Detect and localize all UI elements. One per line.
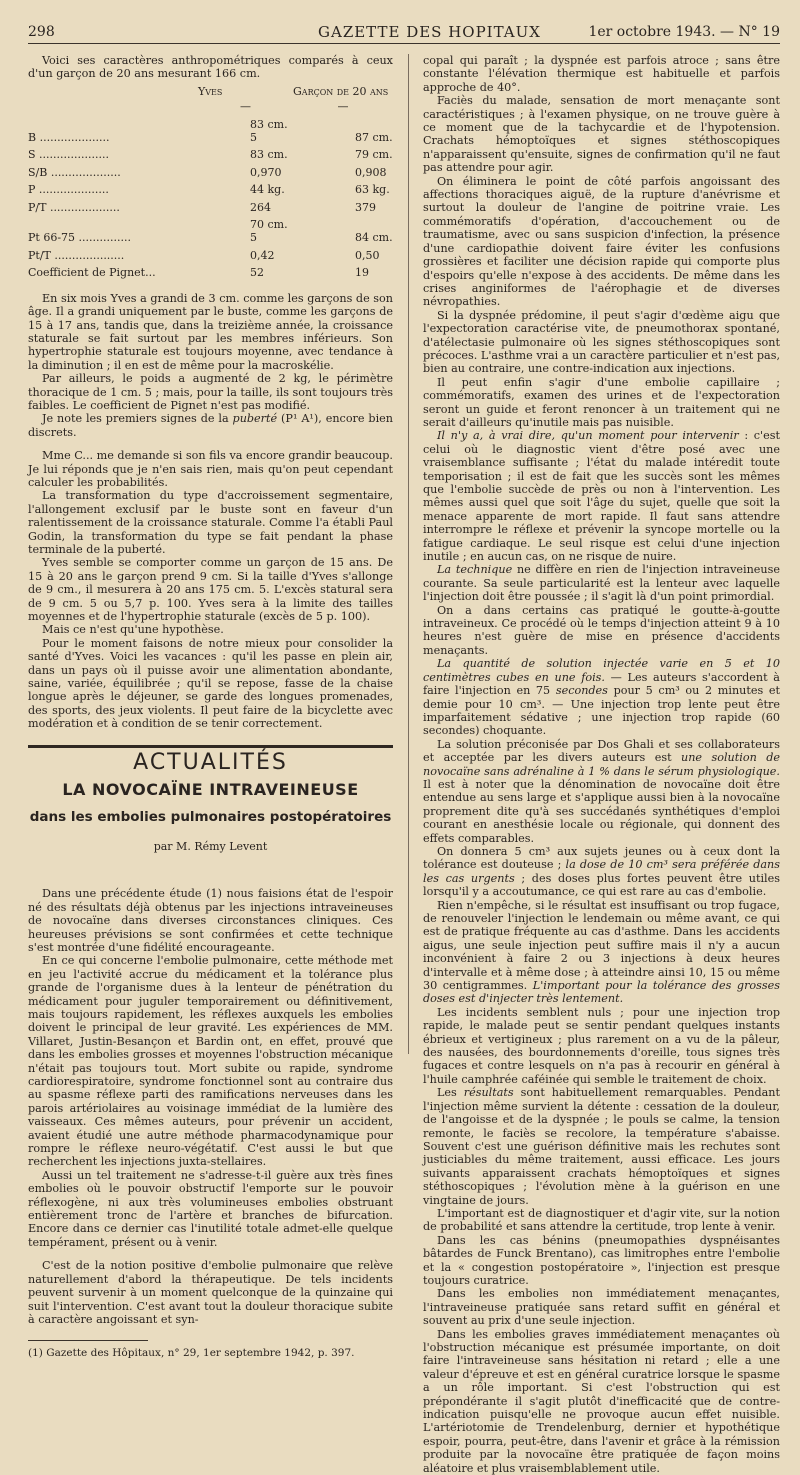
table-row: S/B .................... 0,970 0,908 [28, 165, 387, 179]
journal-page [28, 18, 781, 1475]
issue-date: 1er octobre 1943. — N° 19 [588, 24, 780, 40]
anthropometric-table [28, 85, 393, 282]
table-header-yves: Yves [198, 84, 223, 98]
paragraph: Dans les embolies graves immédiatement menaçantes où l'obstruction mécanique est présumée importante, on doit faire l'intraveineuse sans hésitation ni retard ; elle a une valeur d'épreuve et est en général curatrice lorsque le spasme a un rôle important. Si c'est l'obstruction qui est prépondérante il s'agit plutôt d'inefficacité que de contre-indication puisqu'elle ne provoque aucun effet nuisible. L'artériotomie de Trendelenburg, dernier et hypothétique espoir, pourra, peut-être, dans l'avenir et grâce à la rémission produite par la novocaïne être pratiquée de façon moins aléatoire et plus vraisemblablement utile. [423, 1327, 780, 1475]
header-rule: — [240, 100, 251, 114]
page-number: 298 [28, 24, 55, 40]
paragraph: Il peut enfin s'agir d'une embolie capillaire ; commémoratifs, examen des urines et de l'expectoration seront un guide et feront renoncer à un traitement qui ne serait d'ailleurs qu'inutile mais pas nuisible. [423, 375, 780, 429]
paragraph: On donnera 5 cm³ aux sujets jeunes ou à ceux dont la tolérance est douteuse ; la dose de 10 cm³ sera préférée dans les cas urgents ; des doses plus fortes peuvent être utiles lorsqu'il y a accoutumance, ce qui est rare au cas d'embolie. [423, 844, 780, 899]
table-row: B .................... 83 cm. 5 87 cm. [28, 117, 393, 145]
column-divider [408, 54, 409, 1054]
page-header [28, 18, 780, 44]
section-title: ACTUALITÉS [133, 749, 288, 775]
paragraph: En six mois Yves a grandi de 3 cm. comme les garçons de son âge. Il a grandi uniquement par le buste, comme les garçons de 15 à 17 ans, tandis que, dans la treizième année, la croissance staturale se fait surtout par les membres inférieurs. Son hypertrophie staturale est toujours moyenne, avec tendance à la diminution ; il en est de même pour la macroskélie. [28, 291, 393, 372]
paragraph: Dans une précédente étude (1) nous faisions état de l'espoir né des résultats déjà obtenus par les injections intraveineuses de novocaïne dans diverses circonstances cliniques. Ces heureuses prévisions se sont confirmées et cette technique s'est montrée d'une fidélité encourageante. [28, 887, 393, 954]
article-title: LA NOVOCAÏNE INTRAVEINEUSE [62, 780, 359, 800]
article-subtitle: dans les embolies pulmonaires postopératoires [29, 808, 392, 825]
footnote-rule [28, 1340, 148, 1341]
table-row: Pt/T .................... 0,42 0,50 [28, 248, 380, 262]
paragraph: Yves semble se comporter comme un garçon de 15 ans. De 15 à 20 ans le garçon prend 9 cm. Si la taille d'Yves s'allonge de 9 cm., il mesurera à 20 ans 175 cm. 5. L'excès statural sera de 9 cm. 5 ou 5,7 p. 100. Yves sera à la limite des tailles moyennes et de l'hypertrophie staturale (excès de 5 p. 100). [28, 556, 393, 624]
paragraph: Les incidents semblent nuls ; pour une injection trop rapide, le malade peut se sentir pendant quelques instants ébrieux et vertigineux ; plus rarement on a vu de la pâleur, des nausées, des bourdonnements d'oreille, tous signes très fugaces et contre lesquels on n'a pas à recourir en général à l'huile camphrée caféinée qui semble le traitement de choix. [423, 1005, 780, 1086]
paragraph: Si la dyspnée prédomine, il peut s'agir d'œdème aigu que l'expectoration caractérise vite, de pneumothorax spontané, d'atélectasie pulmonaire où les signes stéthoscopiques sont précoces. L'asthme vrai a un caractère particulier et n'est pas, bien au contraire, une contre-indication aux injections. [423, 308, 780, 376]
journal-title: GAZETTE DES HOPITAUX [318, 23, 541, 41]
paragraph: La solution préconisée par Dos Ghali et ses collaborateurs et acceptée par les divers auteurs est une solution de novocaïne sans adrénaline à 1 % dans le sérum physiologique. Il est à noter que la dénomination de novocaïne doit être entendue au sens large et s'applique aussi bien à la novocaïne proprement dite qu'à ses succédanés synthétiques d'emploi courant en anesthésie locale ou régionale, qui donnent des effets comparables. [423, 737, 781, 845]
paragraph: Je note les premiers signes de la puberté (P¹ A¹), encore bien discrets. [28, 412, 393, 439]
paragraph: La transformation du type d'accroissement segmentaire, l'allongement exclusif par le buste sont en faveur d'un ralentissement de la croissance staturale. Comme l'a établi Paul Godin, la transformation du type se fait pendant la phase terminale de la puberté. [28, 489, 393, 556]
paragraph: Par ailleurs, le poids a augmenté de 2 kg, le périmètre thoracique de 1 cm. 5 ; mais, pour la taille, ils sont toujours très faibles. Le coefficient de Pignet n'est pas modifié. [28, 372, 393, 412]
paragraph: copal qui paraît ; la dyspnée est parfois atroce ; sans être constante l'élévation thermique est habituelle et parfois approche de 40°. [423, 54, 780, 94]
paragraph: La quantité de solution injectée varie en 5 et 10 centimètres cubes en une fois. — Les auteurs s'accordent à faire l'injection en 75 secondes pour 5 cm³ ou 2 minutes et demie pour 10 cm³. — Une injection trop lente peut être imparfaitement sédative ; une injection trop rapide (60 secondes) choquante. [423, 657, 781, 738]
paragraph: Dans les embolies non immédiatement menaçantes, l'intraveineuse pratiquée sans retard suffit en général et souvent au prix d'une seule injection. [423, 1287, 780, 1328]
footnote: (1) Gazette des Hôpitaux, n° 29, 1er septembre 1942, p. 397. [28, 1347, 355, 1360]
paragraph: Faciès du malade, sensation de mort menaçante sont caractéristiques ; à l'examen physique, on ne trouve guère à ce moment que de la tachycardie et de l'hypotension. Crachats hémoptoïques et signes stéthoscopiques n'apparaissent qu'ensuite, signes de confirmation qu'il ne faut pas attendre pour agir. [423, 94, 780, 175]
right-column [423, 54, 780, 1475]
paragraph: Aussi un tel traitement ne s'adresse-t-il guère aux très fines embolies où le pouvoir obstructif l'emporte sur le pouvoir réflexogène, ni aux très volumineuses embolies obstruant entièrement tronc de l'artère et branches de bifurcation. Encore dans ce dernier cas l'inutilité totale admet-elle quelque tempérament, présent ou à venir. [28, 1168, 393, 1249]
table-row: Coefficient de Pignet... 52 19 [28, 266, 369, 280]
table-row: Pt 66-75 ............... 70 cm. 5 84 cm. [28, 218, 393, 245]
paragraph: Rien n'empêche, si le résultat est insuffisant ou trop fugace, de renouveler l'injection le lendemain ou même avant, ce qui est de pratique fréquente au cas d'asthme. Dans les accidents aigus, une seule injection peut suffire mais il n'y a aucun inconvénient à faire 2 ou 3 injections à deux heures d'intervalle et à même dose ; à atteindre ainsi 10, 15 ou même 30 centigrammes. L'important pour la tolérance des grosses doses est d'injecter très lentement. [423, 898, 781, 1006]
header-rule: — [337, 100, 349, 114]
paragraph: La technique ne diffère en rien de l'injection intraveineuse courante. Sa seule particularité est la lenteur avec laquelle l'injection doit être poussée ; il s'agit là d'un point primordial. [423, 563, 780, 604]
paragraph: Pour le moment faisons de notre mieux pour consolider la santé d'Yves. Voici les vacances : qu'il les passe en plein air, dans un pays où il puisse avoir une alimentation abondante, saine, variée, équilibrée ; qu'il se repose, fasse de la chaise longue après le déjeuner, se garde des longues promenades, des sports, des jeux violents. Il peut faire de la bicyclette avec modération et à condition de se tenir correctement. [28, 636, 393, 731]
left-column [28, 54, 393, 1361]
paragraph: En ce qui concerne l'embolie pulmonaire, cette méthode met en jeu l'activité accrue du médicament et la tolérance plus grande de l'organisme dues à la lenteur de pénétration du médicament pour juguler temporairement ou définitivement, mais toujours rapidement, les réflexes auxquels les embolies doivent le principal de leur gravité. Les expériences de MM. Villaret, Justin-Besançon et Bardin ont, en effet, prouvé que dans les embolies grosses et moyennes l'obstruction mécanique n'était pas toujours tout. Mort subite ou rapide, syndrome cardiorespiratoire, syndrome fonctionnel sont au contraire dus au spasme réflexe parti des ramifications nerveuses dans les parois artériolaires au voisinage immédiat de la lumière des vaisseaux. Ces mêmes auteurs, pour prévenir un accident, avaient étudié une autre méthode pharmacodynamique pour rompre le réflexe neuro-végétatif. C'est aussi le but que recherchent les injections juxta-stellaires. [28, 954, 393, 1169]
table-row: S .................... 83 cm. 79 cm. [28, 148, 393, 162]
table-header-boy: Garçon de 20 ans [293, 84, 389, 98]
paragraph: On éliminera le point de côté parfois angoissant des affections thoraciques aiguë, de la rupture d'anévrisme et surtout la douleur de l'angine de poitrine vraie. Les commémoratifs d'opération, d'accouchement ou de traumatisme, avec ou sans suspicion d'infection, la présence d'une cardiopathie doivent faire éviter les confusions grossières et faciliter une décision rapide qui comporte plus d'espoirs qu'elle n'expose à des accidents. De même dans les crises anginiformes de l'aérophagie et de diverses névropathies. [423, 174, 780, 309]
section-rule [28, 745, 393, 748]
table-row: P .................... 44 kg. 63 kg. [28, 183, 390, 197]
paragraph: Les résultats sont habituellement remarquables. Pendant l'injection même survient la détente : cessation de la douleur, de l'angoisse et de la dyspnée ; le pouls se calme, la tension remonte, le faciès se recolore, la température s'abaisse. Souvent c'est une guérison définitive mais les rechutes sont justiciables du même traitement, aussi efficace. Les jours suivants apparaissent crachats hémoptoïques et signes stéthoscopiques ; l'évolution mène à la guérison en une vingtaine de jours. [423, 1086, 781, 1207]
paragraph: L'important est de diagnostiquer et d'agir vite, sur la notion de probabilité et sans attendre la certitude, trop lente à venir. [423, 1206, 780, 1234]
paragraph: Mais ce n'est qu'une hypothèse. [42, 623, 224, 637]
paragraph: Dans les cas bénins (pneumopathies dyspnéisantes bâtardes de Funck Brentano), cas limitrophes entre l'embolie et la « congestion postopératoire », l'injection est presque toujours curatrice. [423, 1233, 780, 1287]
intro-paragraph: Voici ses caractères anthropométriques comparés à ceux d'un garçon de 20 ans mesurant 166 cm. [28, 54, 393, 81]
paragraph: Mme C... me demande si son fils va encore grandir beaucoup. Je lui réponds que je n'en sais rien, mais qu'on peut cependant calculer les probabilités. [28, 449, 393, 489]
paragraph: On a dans certains cas pratiqué le goutte-à-goutte intraveineux. Ce procédé où le temps d'injection atteint 9 à 10 heures n'est guère de mise en présence d'accidents menaçants. [423, 603, 780, 657]
table-row: P/T .................... 264 379 [28, 200, 376, 214]
paragraph: Il n'y a, à vrai dire, qu'un moment pour intervenir : c'est celui où le diagnostic vient d'être posé avec une vraisemblance suffisante ; l'état du malade intéredit toute temporisation ; il est de fait que les succès sont les mêmes que l'embolie succède de près ou non à l'intervention. Les mêmes aussi quel que soit l'âge du sujet, quelle que soit la menace apparente de mort rapide. Il faut sans attendre interrompre le réflexe et prévenir la syncope mortelle ou la fatigue cardiaque. Le seul risque est celui d'une injection inutile ; en aucun cas, on ne risque de nuire. [423, 429, 780, 564]
author-byline: par M. Rémy Levent [153, 839, 268, 853]
paragraph: C'est de la notion positive d'embolie pulmonaire que relève naturellement d'abord la thérapeutique. De tels incidents peuvent survenir à un moment quelconque de la quinzaine qui suit l'intervention. C'est avant tout la douleur thoracique subite à caractère angoissant et syn- [28, 1259, 393, 1326]
